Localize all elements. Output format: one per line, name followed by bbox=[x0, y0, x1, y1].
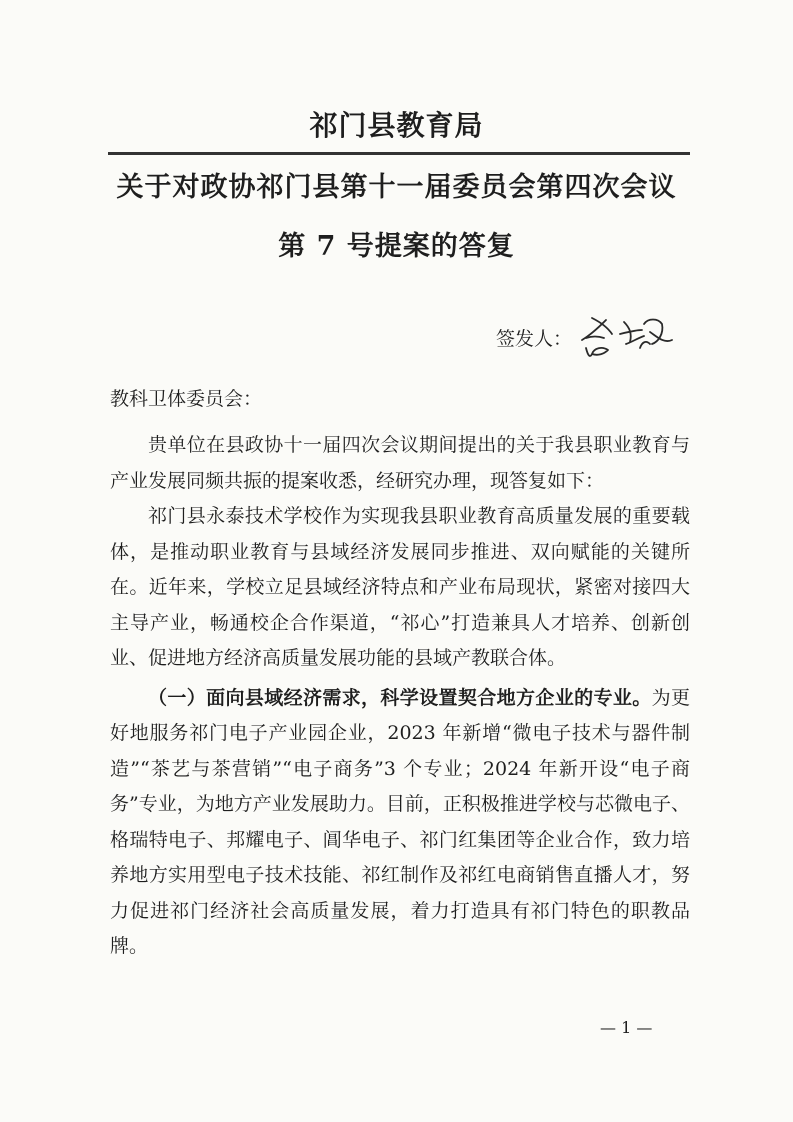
section-one-heading: （一）面向县域经济需求，科学设置契合地方企业的专业。 bbox=[148, 686, 652, 709]
salutation: 教科卫体委员会： bbox=[110, 388, 263, 410]
issuing-organization: 祁门县教育局 bbox=[309, 109, 484, 142]
page-number: — 1 — bbox=[600, 1018, 653, 1037]
signer-block bbox=[496, 314, 678, 360]
paragraph-school-overview: 祁门县永泰技术学校作为实现我县职业教育高质量发展的重要载体，是推动职业教育与县域经济发展同步推进、双向赋能的关键所在。近年来，学校立足县域经济特点和产业布局现状，紧密对接四大主导产业，畅通校企合作渠道，“祁心”打造兼具人才培养、创新创业、促进地方经济高质量发展功能的县域产教联合体。 bbox=[110, 505, 690, 669]
document-title-line-2: 第 7 号提案的答复 bbox=[278, 231, 515, 262]
body-text bbox=[110, 428, 690, 965]
handwritten-signature bbox=[578, 314, 678, 360]
header-rule bbox=[108, 152, 690, 155]
paragraph-intro: 贵单位在县政协十一届四次会议期间提出的关于我县职业教育与产业发展同频共振的提案收悉，经研究办理，现答复如下： bbox=[110, 434, 690, 492]
document-title-line-1: 关于对政协祁门县第十一届委员会第四次会议 bbox=[116, 172, 677, 203]
paragraph-section-one bbox=[110, 681, 690, 965]
section-one-body: 为更好地服务祁门电子产业园企业，2023 年新增“微电子技术与器件制造”“茶艺与茶营销”“电子商务”3 个专业；2024 年新开设“电子商务”专业，为地方产业发展助力。目前，正积极推进学校与芯微电子、格瑞特电子、邦耀电子、阊华电子、祁门红集团等企业合作，致力培养地方实用型电子技术技能、祁红制作及祁红电商销售直播人才，努力促进祁门经济社会高质量发展，着力打造具有祁门特色的职教品牌。 bbox=[110, 686, 690, 957]
signer-label: 签发人： bbox=[496, 327, 573, 350]
